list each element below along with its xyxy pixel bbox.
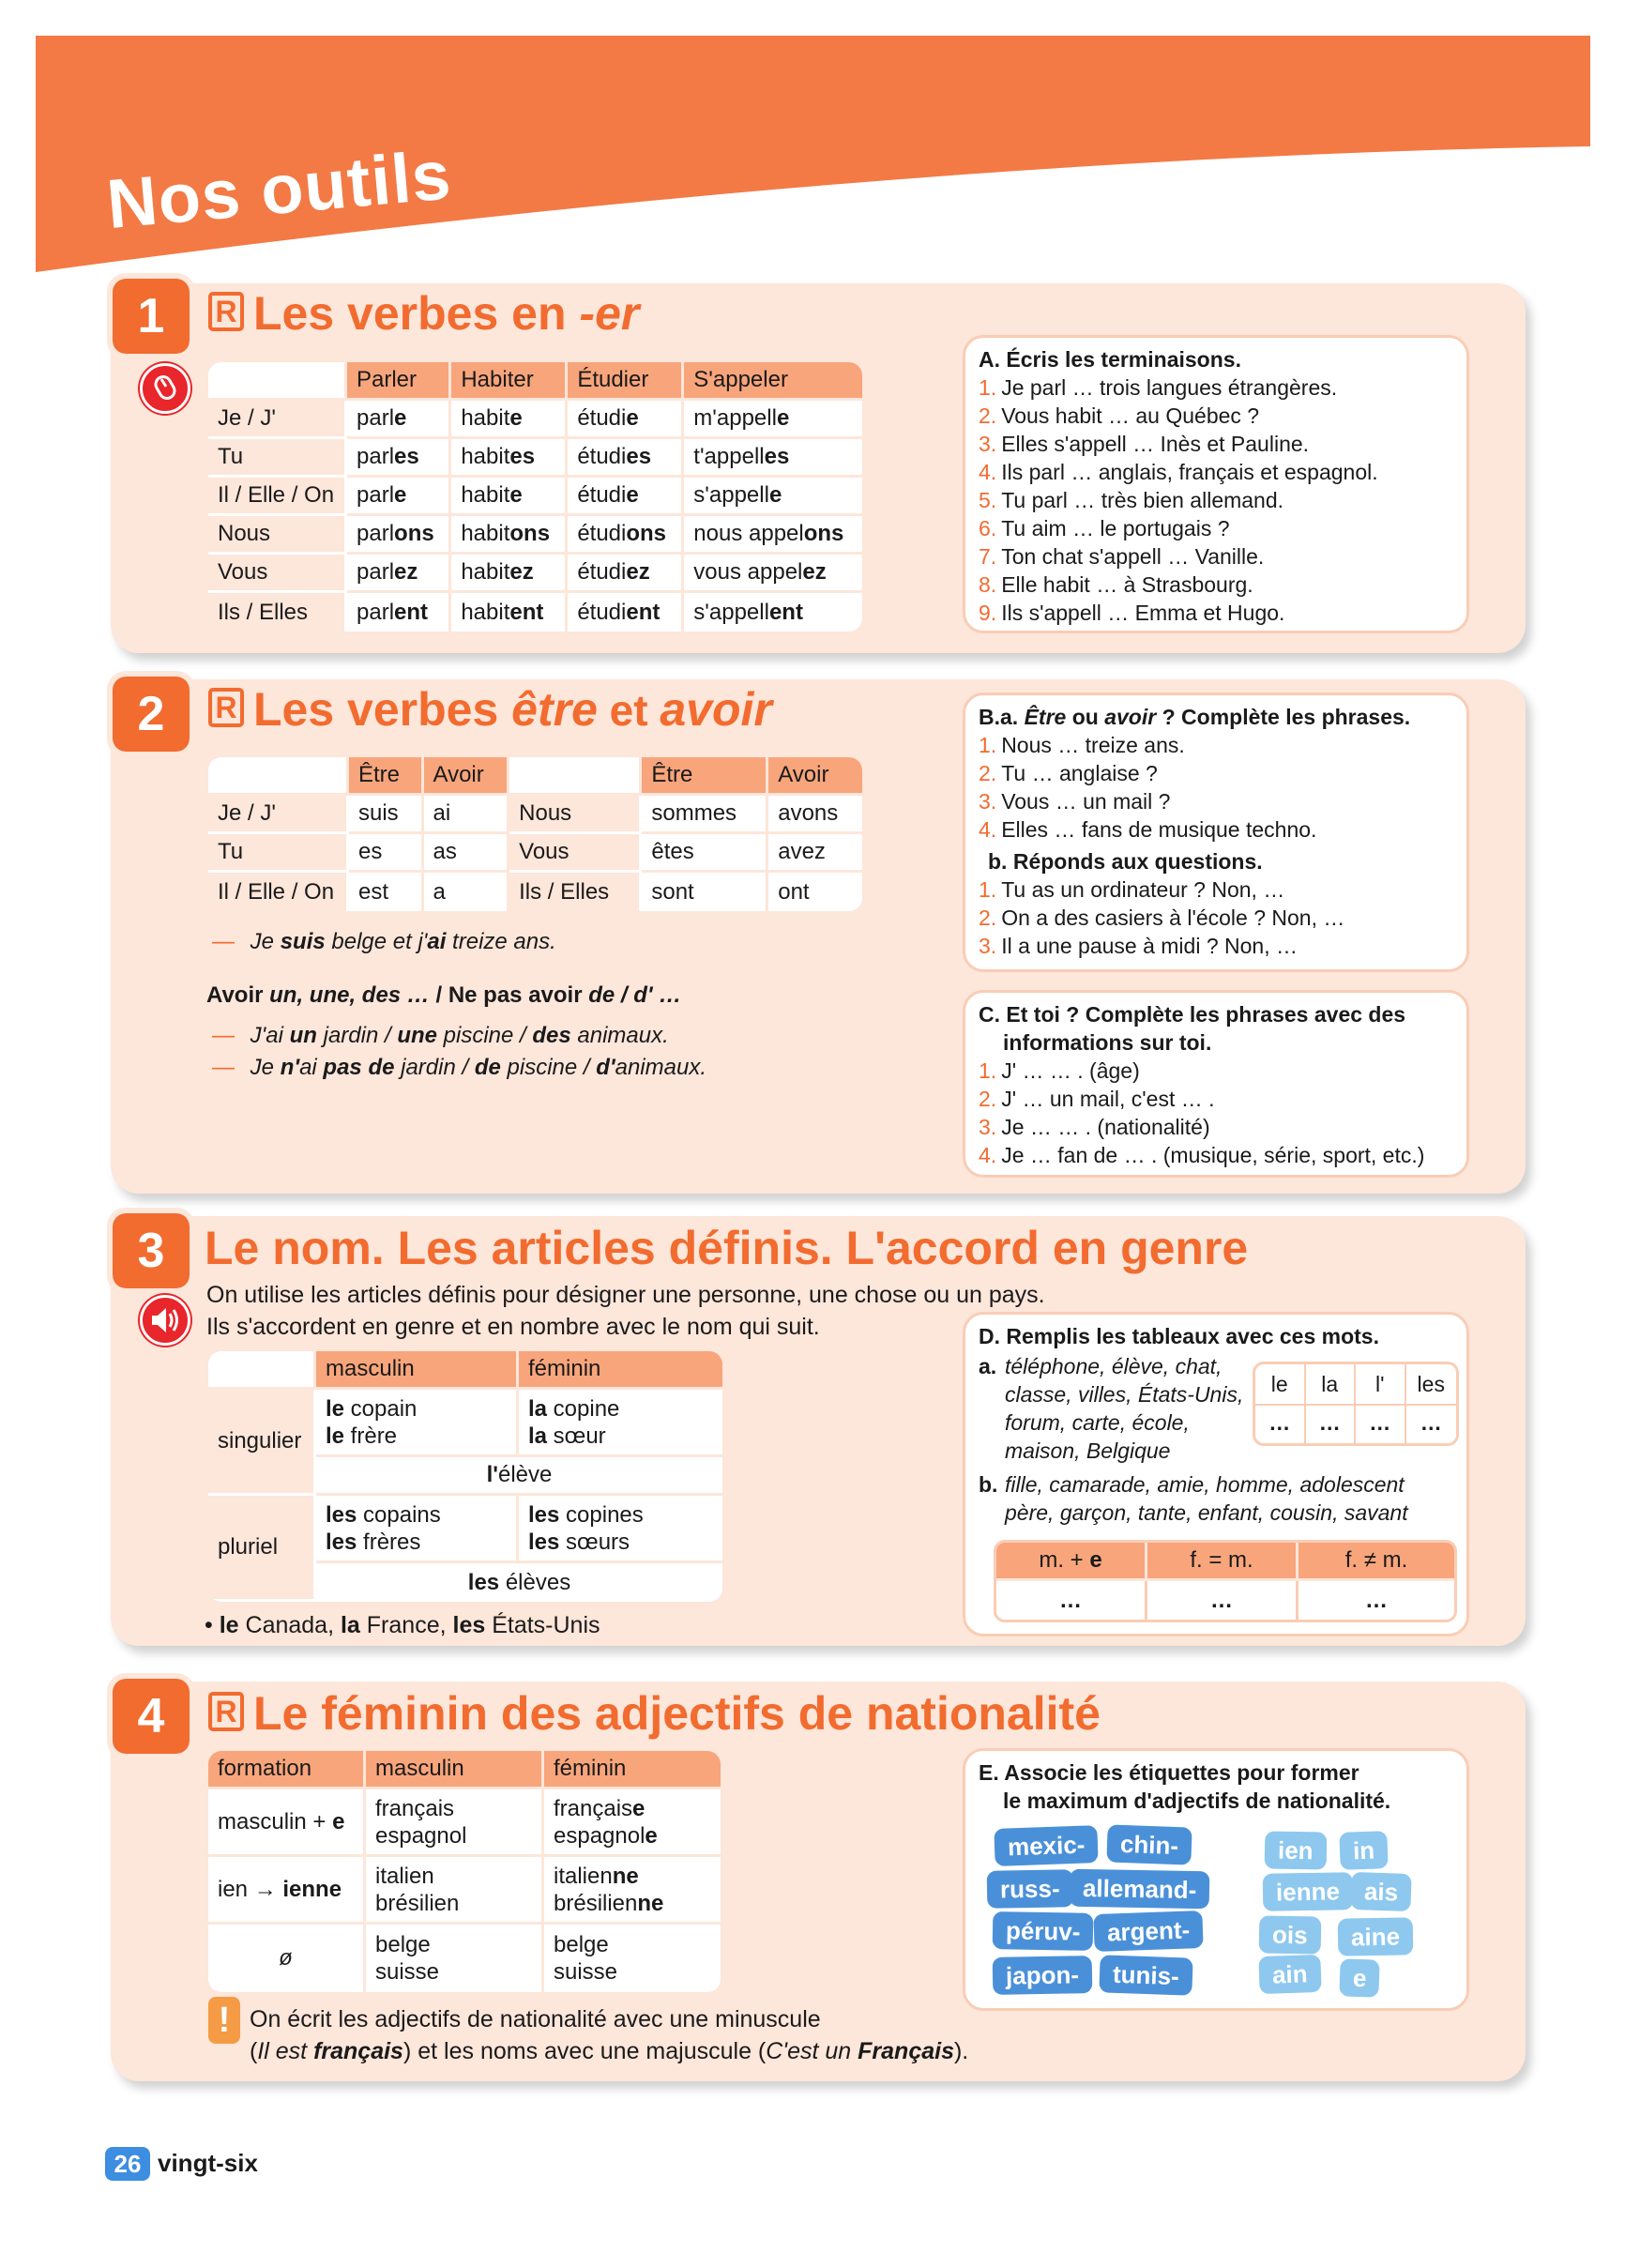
article-header: les	[1406, 1364, 1457, 1406]
exercise-c-heading-2: informations sur toi.	[1003, 1030, 1212, 1055]
col-header: Étudier	[568, 362, 684, 401]
gender-header: m. + e	[996, 1543, 1147, 1581]
article-header: la	[1306, 1364, 1357, 1406]
table-row	[208, 1789, 721, 1857]
table-cell: l'élève	[316, 1457, 722, 1496]
table-cell: étudions	[568, 516, 684, 555]
table-cell: étudient	[568, 593, 684, 632]
article-blank[interactable]: …	[1420, 1410, 1442, 1435]
section-1-number-badge: 1	[113, 279, 190, 354]
table-cell: avez	[768, 834, 862, 873]
list-item: 6. Tu aim … le portugais ?	[979, 516, 1230, 540]
table-cell: s'appellent	[693, 599, 803, 625]
table-cell: sommes	[642, 796, 768, 834]
list-item: 2. On a des casiers à l'école ? Non, …	[979, 906, 1345, 930]
section-2-number-badge: 2	[113, 677, 190, 752]
table-cell: la copine la sœur	[519, 1390, 722, 1457]
table-cell: parle	[347, 401, 451, 439]
table-cell: est	[349, 873, 424, 911]
list-item: 8. Elle habit … à Strasbourg.	[979, 572, 1253, 597]
exercise-a-list	[979, 373, 1453, 627]
list-item: 9. Ils s'appell … Emma et Hugo.	[979, 601, 1285, 625]
ending-tag[interactable]: ois	[1259, 1915, 1321, 1954]
table-row	[208, 516, 862, 555]
table-row	[208, 1857, 721, 1925]
table-cell: s'appelle	[684, 478, 862, 516]
mouse-icon[interactable]	[140, 363, 190, 414]
row-header: singulier	[208, 1390, 316, 1496]
table-cell: t'appelles	[684, 439, 862, 478]
exercise-d-part-b: b. fille, camarade, amie, homme, adolescent père, garçon, tante, enfant, cousin, savant	[979, 1472, 1408, 1525]
countries-bullet: • le Canada, la France, les États-Unis	[205, 1612, 600, 1638]
table-cell: habitent	[451, 593, 568, 632]
exercise-c-box	[963, 990, 1469, 1178]
list-item: 2. Vous habit … au Québec ?	[979, 403, 1260, 428]
table-cell: suis	[349, 796, 424, 834]
exercise-d-heading: D. Remplis les tableaux avec ces mots.	[979, 1324, 1379, 1348]
col-header: Être	[642, 757, 768, 796]
articles-grid	[1253, 1362, 1459, 1446]
etre-avoir-example: — Je suis belge et j'ai treize ans.	[212, 929, 556, 954]
table-row	[208, 834, 862, 873]
section-2-title: R Les verbes être et avoir	[208, 682, 772, 737]
table-cell: étudie	[568, 401, 684, 439]
table-cell: ont	[778, 878, 810, 905]
table-cell: italien brésilien	[366, 1857, 544, 1925]
avoir-heading: Avoir un, une, des … / Ne pas avoir de / d' …	[206, 982, 682, 1008]
exercise-b-box	[963, 693, 1469, 972]
gender-grid	[994, 1540, 1457, 1622]
col-header: S'appeler	[684, 362, 862, 401]
table-cell: es	[349, 834, 424, 873]
table-cell: habite	[451, 478, 568, 516]
table-cell: masculin + e	[208, 1789, 366, 1857]
list-item: 3. Vous … un mail ?	[979, 789, 1171, 814]
ending-tag[interactable]: aine	[1338, 1917, 1414, 1956]
article-header: l'	[1356, 1364, 1406, 1406]
section-1-title: R Les verbes en -er	[208, 286, 639, 341]
ending-tag[interactable]: in	[1339, 1831, 1388, 1870]
exercise-e-heading-2: le maximum d'adjectifs de nationalité.	[1003, 1789, 1391, 1813]
col-header: masculin	[316, 1351, 519, 1390]
verbes-er-conjugation-table	[208, 362, 862, 632]
table-cell: habite	[451, 401, 568, 439]
col-header: masculin	[366, 1751, 544, 1789]
resource-r-icon[interactable]: R	[208, 1692, 244, 1731]
table-cell: m'appelle	[684, 401, 862, 439]
speaker-glyph	[143, 1298, 188, 1343]
row-header: Tu	[208, 439, 347, 478]
article-header: le	[1255, 1364, 1306, 1406]
exercise-b-heading: B.a. Être ou avoir ? Complète les phrases.	[979, 705, 1411, 729]
table-cell: parlons	[347, 516, 451, 555]
stem-tag[interactable]: argent-	[1093, 1910, 1203, 1952]
table-cell: belge suisse	[366, 1925, 544, 1992]
page-number-word: vingt-six	[158, 2149, 258, 2177]
stem-tag[interactable]: allemand-	[1070, 1869, 1210, 1910]
table-cell: les copines les sœurs	[519, 1496, 722, 1563]
table-row	[208, 439, 862, 478]
exercise-e-heading-1: E. Associe les étiquettes pour former	[979, 1760, 1359, 1785]
table-cell: êtes	[642, 834, 768, 873]
list-item: 3. Elles s'appell … Inès et Pauline.	[979, 432, 1310, 456]
table-cell: parle	[347, 478, 451, 516]
ending-tag[interactable]: ienne	[1263, 1872, 1354, 1911]
list-item: 3. Je … … . (nationalité)	[979, 1115, 1210, 1139]
stem-tag[interactable]: tunis-	[1099, 1955, 1192, 1995]
table-cell: habites	[451, 439, 568, 478]
table-cell: vous appelez	[684, 555, 862, 593]
gender-blank[interactable]: …	[1365, 1587, 1389, 1613]
table-corner	[208, 1351, 316, 1390]
table-cell: étudie	[568, 478, 684, 516]
list-item: 3. Il a une pause à midi ? Non, …	[979, 934, 1298, 958]
warning-icon: !	[208, 1997, 240, 2044]
table-row	[208, 796, 862, 834]
list-item: 1. Je parl … trois langues étrangères.	[979, 375, 1338, 400]
table-cell: habitez	[451, 555, 568, 593]
ending-tag[interactable]: ais	[1350, 1872, 1412, 1911]
list-item: 4. Ils parl … anglais, français et espagnol.	[979, 460, 1378, 484]
table-cell: parles	[347, 439, 451, 478]
stem-tag[interactable]: japon-	[993, 1956, 1093, 1995]
mouse-glyph	[143, 366, 188, 411]
ending-tag[interactable]: ain	[1258, 1955, 1321, 1994]
list-item: 1. J' … … . (âge)	[979, 1058, 1140, 1083]
etre-avoir-conjugation-table	[208, 757, 862, 911]
stem-tag[interactable]: chin-	[1106, 1824, 1192, 1865]
row-header: Ils / Elles	[509, 873, 642, 911]
stem-tag[interactable]: péruv-	[993, 1911, 1094, 1951]
row-header: Vous	[509, 834, 642, 873]
table-row	[208, 1496, 722, 1563]
row-header: pluriel	[208, 1496, 316, 1602]
table-corner	[208, 362, 347, 401]
exercise-c-heading-1: C. Et toi ? Complète les phrases avec des	[979, 1002, 1406, 1027]
table-cell: avons	[768, 796, 862, 834]
row-header: Vous	[208, 555, 347, 593]
row-header: Ils / Elles	[208, 593, 347, 632]
stem-tag[interactable]: russ-	[987, 1869, 1073, 1909]
col-header: Avoir	[768, 757, 862, 796]
article-blank[interactable]: …	[1255, 1406, 1306, 1443]
exercise-d-part-a: a. téléphone, élève, chat, classe, villes, États-Unis, forum, carte, école, maison, Belgique	[979, 1354, 1244, 1463]
table-cell: étudies	[568, 439, 684, 478]
exercise-d-box	[963, 1312, 1469, 1636]
table-cell: italienne brésilienne	[544, 1857, 721, 1925]
exercise-c-list	[979, 1057, 1453, 1169]
row-header: Il / Elle / On	[208, 873, 349, 911]
table-row	[208, 873, 862, 911]
row-header: Il / Elle / On	[208, 478, 347, 516]
row-header: Je / J'	[208, 796, 349, 834]
list-item: 5. Tu parl … très bien allemand.	[979, 488, 1284, 512]
table-cell: français espagnol	[366, 1789, 544, 1857]
table-row	[208, 555, 862, 593]
list-item: 1. Nous … treize ans.	[979, 733, 1185, 757]
table-cell: ien → ienne	[208, 1857, 366, 1925]
ending-tag[interactable]: e	[1339, 1958, 1380, 1997]
nationality-table	[208, 1751, 721, 1992]
gender-header: f. ≠ m.	[1298, 1543, 1454, 1581]
row-header: Nous	[208, 516, 347, 555]
table-cell: habitons	[451, 516, 568, 555]
table-cell: ø	[208, 1925, 366, 1992]
avoir-example-2: — Je n'ai pas de jardin / de piscine / d'animaux.	[212, 1055, 706, 1080]
gender-header: f. = m.	[1147, 1543, 1298, 1581]
row-header: Tu	[208, 834, 349, 873]
table-cell: le copain le frère	[316, 1390, 519, 1457]
table-cell: belge suisse	[554, 1932, 618, 1985]
col-header: Habiter	[451, 362, 568, 401]
table-row	[208, 478, 862, 516]
page-number-badge: 26	[105, 2147, 150, 2181]
table-cell: les copains les frères	[316, 1496, 519, 1563]
table-cell: parlez	[347, 555, 451, 593]
list-item: 1. Tu as un ordinateur ? Non, …	[979, 877, 1285, 902]
exercise-a-box	[963, 335, 1469, 633]
section-4-title: R Le féminin des adjectifs de nationalité	[208, 1686, 1101, 1741]
row-header: Nous	[509, 796, 642, 834]
page-title: Nos outils	[103, 135, 455, 244]
table-cell: a	[424, 873, 510, 911]
table-row	[208, 1925, 721, 1992]
section-3-title: Le nom. Les articles définis. L'accord en genre	[205, 1222, 1249, 1274]
ending-tag[interactable]: ien	[1265, 1831, 1327, 1869]
col-header: Être	[349, 757, 424, 796]
avoir-example-1: — J'ai un jardin / une piscine / des animaux.	[212, 1023, 669, 1048]
table-cell: ai	[424, 796, 510, 834]
articles-table	[208, 1351, 722, 1602]
table-cell: as	[424, 834, 510, 873]
table-row	[208, 593, 862, 632]
exercise-b-list-a	[979, 731, 1453, 844]
note-line-1: On écrit les adjectifs de nationalité avec une minuscule	[250, 2006, 821, 2032]
table-cell: parlent	[347, 593, 451, 632]
section-3-intro-2: Ils s'accordent en genre et en nombre avec le nom qui suit.	[206, 1314, 820, 1340]
table-cell: étudiez	[568, 555, 684, 593]
col-header: formation	[208, 1751, 366, 1789]
audio-speaker-icon[interactable]	[140, 1295, 190, 1346]
list-item: 7. Ton chat s'appell … Vanille.	[979, 544, 1265, 569]
list-item: 4. Je … fan de … . (musique, série, sport, etc.)	[979, 1143, 1425, 1167]
col-header: féminin	[519, 1351, 722, 1390]
col-header: féminin	[544, 1751, 721, 1789]
row-header: Je / J'	[208, 401, 347, 439]
stem-tag[interactable]: mexic-	[994, 1825, 1099, 1866]
exercise-b-list-b	[979, 875, 1453, 960]
exercise-b-subheading: b. Réponds aux questions.	[988, 849, 1263, 874]
list-item: 2. J' … un mail, c'est … .	[979, 1087, 1215, 1111]
section-3-intro-1: On utilise les articles définis pour désigner une personne, une chose ou un pays.	[206, 1282, 1045, 1308]
article-blank[interactable]: …	[1356, 1406, 1406, 1443]
table-corner	[208, 757, 349, 796]
col-header: Avoir	[424, 757, 510, 796]
table-cell: les élèves	[467, 1569, 571, 1595]
resource-r-icon[interactable]: R	[208, 688, 244, 727]
table-corner	[509, 757, 642, 796]
list-item: 2. Tu … anglaise ?	[979, 761, 1158, 785]
col-header: Parler	[347, 362, 451, 401]
note-line-2: (Il est français) et les noms avec une majuscule (C'est un Français).	[250, 2038, 969, 2064]
gender-blank[interactable]: …	[996, 1581, 1147, 1620]
table-cell: sont	[642, 873, 768, 911]
article-blank[interactable]: …	[1306, 1406, 1357, 1443]
exercise-a-heading: A. Écris les terminaisons.	[979, 347, 1241, 372]
table-row	[208, 1390, 722, 1457]
list-item: 4. Elles … fans de musique techno.	[979, 817, 1317, 842]
table-cell: nous appelons	[684, 516, 862, 555]
table-row	[208, 401, 862, 439]
resource-r-icon[interactable]: R	[208, 292, 244, 331]
section-3-number-badge: 3	[113, 1213, 190, 1288]
gender-blank[interactable]: …	[1147, 1581, 1298, 1620]
table-cell: française espagnole	[544, 1789, 721, 1857]
section-4-number-badge: 4	[113, 1679, 190, 1754]
